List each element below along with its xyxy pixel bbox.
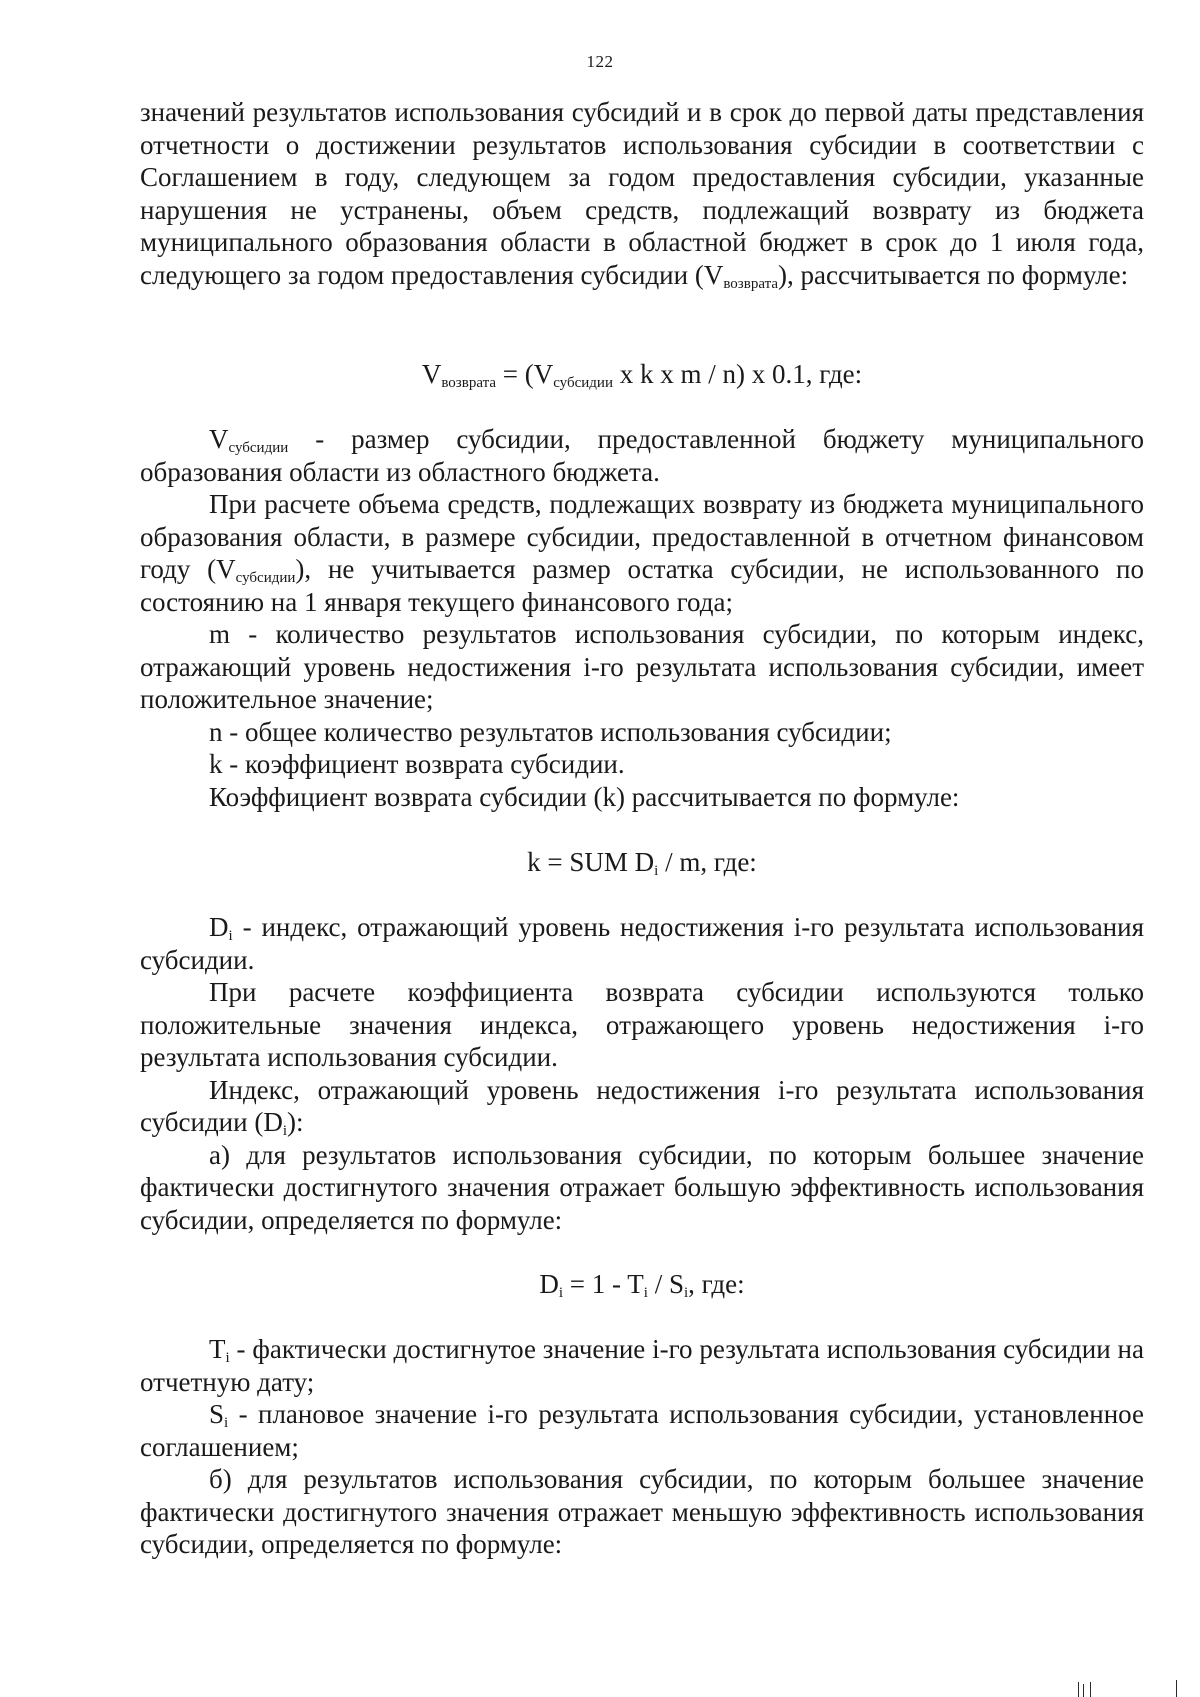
scan-mark <box>1083 1684 1084 1697</box>
def-k: k - коэффициент возврата субсидии. <box>209 749 625 779</box>
formula-k: k = SUM $D_i$ / m, где: <box>527 847 757 879</box>
para-positive: При расчете коэффициента возврата субсидии используются только положительные значения индекса, отражающего уровень недостижения i-го результата использования субсидии. <box>140 977 1144 1072</box>
def-n: n - общее количество результатов использования субсидии; <box>209 716 892 747</box>
formula-v-return: $V_{возврата} = (V_{субсидии}$ x k x m / n) x 0.1, где: <box>421 359 863 391</box>
def-si: $S_i$ - плановое значение i-го результата использования субсидии, установленное соглашением; <box>140 1399 1144 1462</box>
formula-di: $D_i = 1 - T_i / S_i$, где: <box>539 1269 745 1301</box>
para-a: а) для результатов использования субсидии, по которым большее значение фактически достигнутого значения отражает большую эффективность использования субсидии, определяется по формуле: <box>140 1139 1144 1235</box>
def-ti: $T_i$ - фактически достигнутое значение i-го результата использования субсидии на отчетную дату; <box>140 1334 1144 1397</box>
intro-paragraph: значений результатов использования субсидий и в срок до первой даты представления отчетности о достижении результатов использования субсидии в соответствии с Соглашением в году, следующем за годом предоставления субсидии, указанные нарушения не устранены, объем средств, подлежащий возврату из бюджета муниципального образования области в областной бюджет в срок до 1 июля года, следующего за годом предоставления субсидии $(V_{возврата})$, рассчитывается по формуле: <box>140 97 1144 292</box>
scan-mark <box>1078 1682 1079 1697</box>
para-b: б) для результатов использования субсидии, по которым большее значение фактически достигнутого значения отражает меньшую эффективность использования субсидии, определяется по формуле: <box>140 1464 1144 1559</box>
intro-block <box>140 96 1144 291</box>
para-calc: При расчете объема средств, подлежащих возврату из бюджета муниципального образования области, в размере субсидии, предоставленной в отчетном финансовом году $(V_{субсидии})$, не учитывается размер остатка субсидии, не использованного по состоянию на 1 января текущего финансового года; <box>140 489 1144 617</box>
def-v-subsidy: $V_{субсидии}$ - размер субсидии, предоставленной бюджету муниципального образования области из областного бюджета. <box>140 424 1144 487</box>
page-number: 122 <box>586 52 614 71</box>
k-intro: Коэффициент возврата субсидии (k) рассчитывается по формуле: <box>209 781 960 812</box>
definitions-block <box>140 423 1144 813</box>
def-m: m - количество результатов использования субсидии, по которым индекс, отражающий уровень недостижения i-го результата использования субсидии, имеет положительное значение; <box>140 619 1144 714</box>
index-block <box>140 911 1144 1236</box>
para-index: Индекс, отражающий уровень недостижения i-го результата использования субсидии $(D_i)$: <box>140 1074 1144 1139</box>
final-block <box>140 1333 1144 1561</box>
def-di: $D_i$ - индекс, отражающий уровень недостижения i-го результата использования субсидии. <box>140 912 1144 975</box>
scan-mark <box>1090 1682 1091 1697</box>
scan-mark <box>1176 1680 1177 1697</box>
